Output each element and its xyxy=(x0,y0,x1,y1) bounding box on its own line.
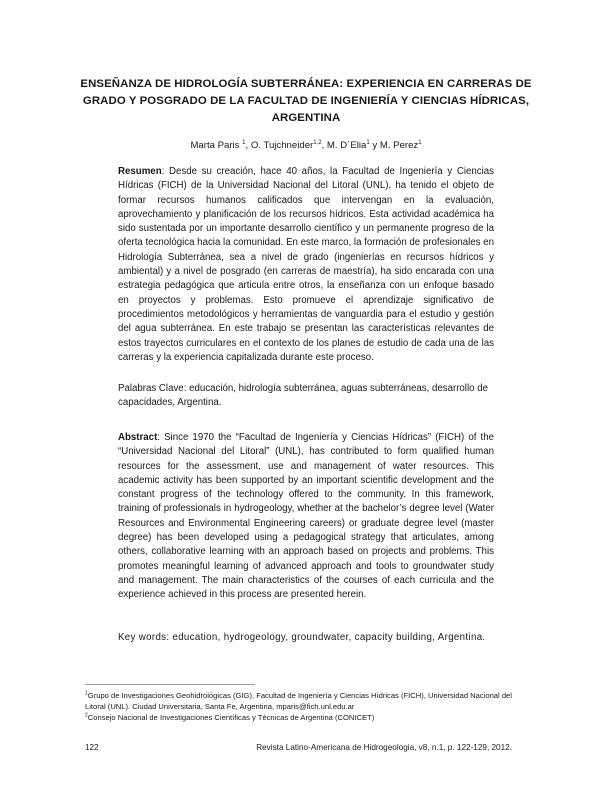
author-name: , M. D´Elia xyxy=(321,140,367,151)
footnote-1 xyxy=(85,690,525,712)
resumen-text: : Desde su creación, hace 40 años, la Facultad de Ingeniería y Ciencias Hídricas (FICH) de la Universidad Nacional del Litoral (UNL), ha tenido el objeto de formar recursos humanos calificados que intervengan en la evaluación, aprovechamiento y planificación de los recursos hídricos. Esta actividad académica ha sido sustentada por un importante desarrollo científico y un permanente progreso de la oferta tecnológica hacia la comunidad. En este marco, la formación de profesionales en Hidrología Subterránea, sea a nivel de grado (ingenierías en recursos hídricos y ambiental) y a nivel de posgrado (en carreras de maestría), ha sido encarada con una estrategia pedagógica que articula entre otros, la enseñanza con un enfoque basado en proyectos y problemas. Esto promueve el aprendizaje significativo de procedimientos metodológicos y herramientas de vanguardia para el estudio y gestión del agua subterránea. En este trabajo se presentan las características relevantes de estos trayectos curriculares en el contexto de los planes de estudio de cada una de las carreras y la experiencia capitalizada durante este proceso. xyxy=(118,166,494,363)
footnotes xyxy=(85,690,525,723)
page-number: 122 xyxy=(85,743,99,752)
abstract-text: : Since 1970 the “Facultad de Ingeniería y Ciencias Hídricas” (FICH) of the “Universidad Nacional del Litoral” (UNL), has contributed to form qualified human resources for the assessment, use and management of water resources. This academic activity has been supported by an important scientific development and the constant progress of the technology offered to the community. In this framework, training of professionals in hydrogeology, whether at the bachelor’s degree level (Water Resources and Environmental Engineering careers) or graduate degree level (master degree) has been developed using a pedagogical strategy that articulates, among others, collaborative learning with an approach based on projects and problems. This promotes meaningful learning of advanced approach and tools to groundwater study and management. The main characteristics of the courses of each curricula and the experience achieved in this process are presented herein. xyxy=(118,432,494,601)
resumen-paragraph xyxy=(118,165,494,365)
footnote-2 xyxy=(85,712,525,723)
footnote-text: Grupo de Investigaciones Geohidrológicas (GIG), Facultad de Ingeniería y Ciencias Hídricas (FICH), Universidad Nacional del Litoral (UNL). Ciudad Universitaria, Santa Fe, Argentina, mparis@fich.unl.edu.ar xyxy=(85,691,512,711)
author-affiliation-mark: 1 xyxy=(366,139,370,146)
footnote-divider xyxy=(85,684,255,685)
key-words: Key words: education, hydrogeology, groundwater, capacity building, Argentina. xyxy=(118,632,486,643)
journal-citation: Revista Latino-Americana de Hidrogeologia, v8, n.1, p. 122-129, 2012. xyxy=(256,743,512,752)
abstract-paragraph xyxy=(118,431,494,603)
author-name: , O. Tujchneider xyxy=(245,140,314,151)
author-affiliation-mark: 1 xyxy=(418,139,422,146)
palabras-clave: Palabras Clave: educación, hidrología subterránea, aguas subterráneas, desarrollo de capacidades, Argentina. xyxy=(118,383,488,409)
footnote-mark: 2 xyxy=(85,712,88,719)
paper-title: ENSEÑANZA DE HIDROLOGÍA SUBTERRÁNEA: EXPERIENCIA EN CARRERAS DE GRADO Y POSGRADO DE LA FACULTAD DE INGENIERÍA Y CIENCIAS HÍDRICAS, ARGENTINA xyxy=(80,78,532,124)
author-affiliation-mark: 1 xyxy=(242,139,246,146)
footnote-text: Consejo Nacional de Investigaciones Científicas y Técnicas de Argentina (CONICET) xyxy=(87,713,375,722)
author-affiliation-mark: 1,2 xyxy=(313,139,322,146)
author-name: Marta Paris xyxy=(190,140,240,151)
footnote-mark: 1 xyxy=(85,690,88,697)
author-list xyxy=(0,140,612,152)
resumen-label: Resumen xyxy=(118,166,162,177)
author-name: y M. Perez xyxy=(369,140,419,151)
abstract-label: Abstract xyxy=(118,432,158,443)
